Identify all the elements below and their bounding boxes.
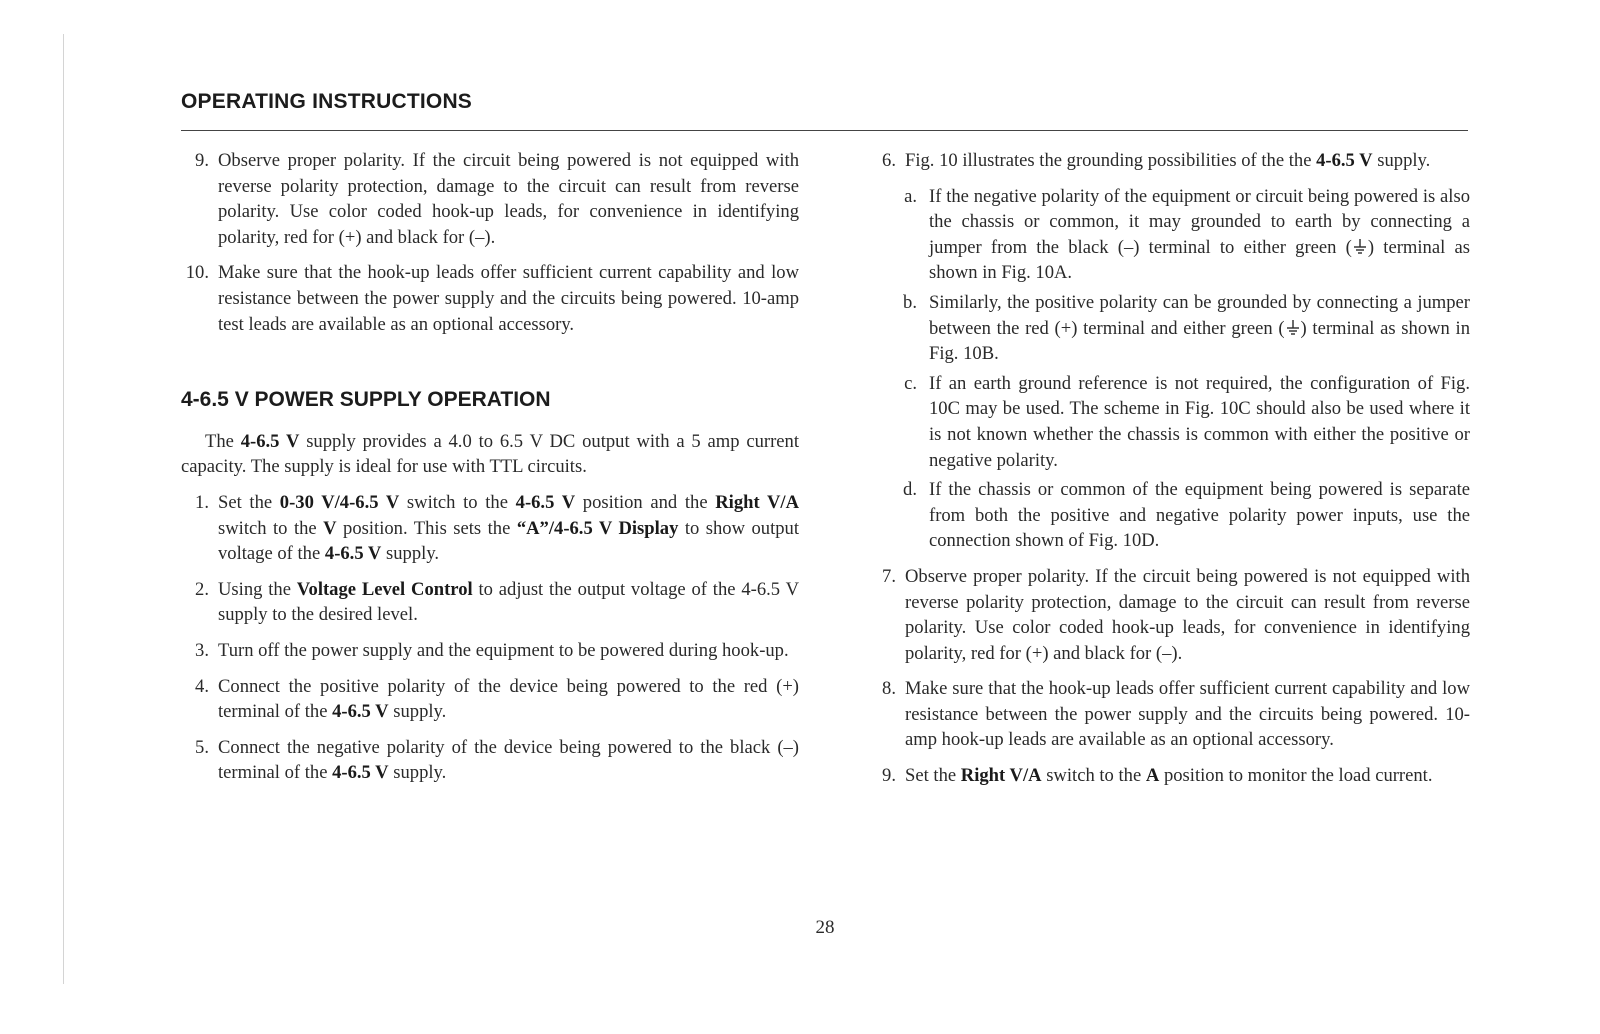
list-item xyxy=(868,564,1470,666)
sub-text: If the chassis or common of the equipment being powered is separate from both the positive and negative polarity power inputs, use the connection shown of Fig. 10D. xyxy=(929,479,1470,552)
list-item xyxy=(181,490,799,567)
item-number: 6. xyxy=(882,150,896,171)
list-item xyxy=(868,763,1470,789)
left-column xyxy=(181,148,799,796)
list-item xyxy=(868,148,1470,174)
item-text: Turn off the power supply and the equipment to be powered during hook-up. xyxy=(218,639,789,661)
item-number: 2. xyxy=(195,578,209,600)
page-header: OPERATING INSTRUCTIONS xyxy=(181,90,473,113)
item-text: Make sure that the hook-up leads offer sufficient current capability and low resistance between the power supply and the circuits being powered. 10-amp test leads are available as an optional accessory. xyxy=(218,262,799,335)
item-text: Set the Right V/A switch to the A position to monitor the load current. xyxy=(905,765,1433,787)
section-intro: The 4-6.5 V supply provides a 4.0 to 6.5 V DC output with a 5 amp current capacity. The supply is ideal for use with TTL circuits. xyxy=(181,430,799,478)
item-text: Connect the positive polarity of the device being powered to the red (+) terminal of the 4-6.5 V supply. xyxy=(218,675,799,723)
item-text: Using the Voltage Level Control to adjust the output voltage of the 4-6.5 V supply to the desired level. xyxy=(218,578,799,626)
header-rule xyxy=(181,130,1468,131)
item-number: 1. xyxy=(195,491,209,513)
item-text: Connect the negative polarity of the device being powered to the black (–) terminal of the 4-6.5 V supply. xyxy=(218,736,799,784)
sub-letter: b. xyxy=(903,291,917,313)
item-number: 7. xyxy=(882,565,896,587)
scan-margin-line xyxy=(63,34,64,984)
list-item xyxy=(181,577,799,628)
item-number: 10. xyxy=(185,262,209,284)
sub-letter: c. xyxy=(904,372,917,394)
list-item xyxy=(181,260,799,337)
item-text: Set the 0-30 V/4-6.5 V switch to the 4-6.5 V position and the Right V/A switch to the V position. This sets the “A”/4-6.5 V Display to show output voltage of the 4-6.5 V supply. xyxy=(218,491,800,565)
sub-item xyxy=(896,184,1470,286)
sub-item xyxy=(896,290,1470,367)
sub-letter: d. xyxy=(903,479,917,501)
sub-list xyxy=(896,184,1470,554)
item-text: Observe proper polarity. If the circuit being powered is not equipped with reverse polarity protection, damage to the circuit can result from reverse polarity. Use color coded hook-up leads, for convenience in identifying polarity, red for (+) and black for (–). xyxy=(218,150,799,248)
sub-letter: a. xyxy=(904,185,917,207)
section-title: 4-6.5 V POWER SUPPLY OPERATION xyxy=(181,388,551,412)
item-number: 9. xyxy=(195,150,209,171)
list-item xyxy=(868,676,1470,753)
sub-text: If an earth ground reference is not required, the configuration of Fig. 10C may be used. The scheme in Fig. 10C should also be used where it is not known whether the chassis is common with either the positive or negative polarity. xyxy=(929,372,1470,471)
item-text: Fig. 10 illustrates the grounding possibilities of the the 4-6.5 V supply. xyxy=(905,150,1431,171)
page-number: 28 xyxy=(815,917,835,938)
sub-item xyxy=(896,477,1470,554)
sub-item xyxy=(896,371,1470,473)
item-text: Observe proper polarity. If the circuit being powered is not equipped with reverse polarity protection, damage to the circuit can result from reverse polarity. Use color coded hook-up leads, for convenience in identifying polarity, red for (+) and black for (–). xyxy=(905,565,1470,664)
item-number: 8. xyxy=(882,678,896,700)
ground-symbol-icon xyxy=(1286,319,1300,337)
sub-text: If the negative polarity of the equipment or circuit being powered is also the chassis or common, it may grounded to earth by connecting a jumper from the black (–) terminal to either green ( ) terminal as shown in Fig. 10A. xyxy=(929,185,1470,284)
item-text: Make sure that the hook-up leads offer sufficient current capability and low resistance between the power supply and the circuits being powered. 10-amp hook-up leads are available as an optional accessory. xyxy=(905,678,1470,751)
item-number: 3. xyxy=(195,639,209,661)
item-number: 9. xyxy=(882,765,896,787)
item-number: 5. xyxy=(195,736,209,758)
list-item xyxy=(181,735,799,786)
ground-symbol-icon xyxy=(1353,238,1367,256)
list-item xyxy=(181,638,799,664)
list-item xyxy=(181,148,799,250)
right-column xyxy=(868,148,1470,799)
item-number: 4. xyxy=(195,675,209,697)
sub-text: Similarly, the positive polarity can be grounded by connecting a jumper between the red (+) terminal and either green ( ) terminal as shown in Fig. 10B. xyxy=(929,291,1471,365)
list-item xyxy=(181,674,799,725)
